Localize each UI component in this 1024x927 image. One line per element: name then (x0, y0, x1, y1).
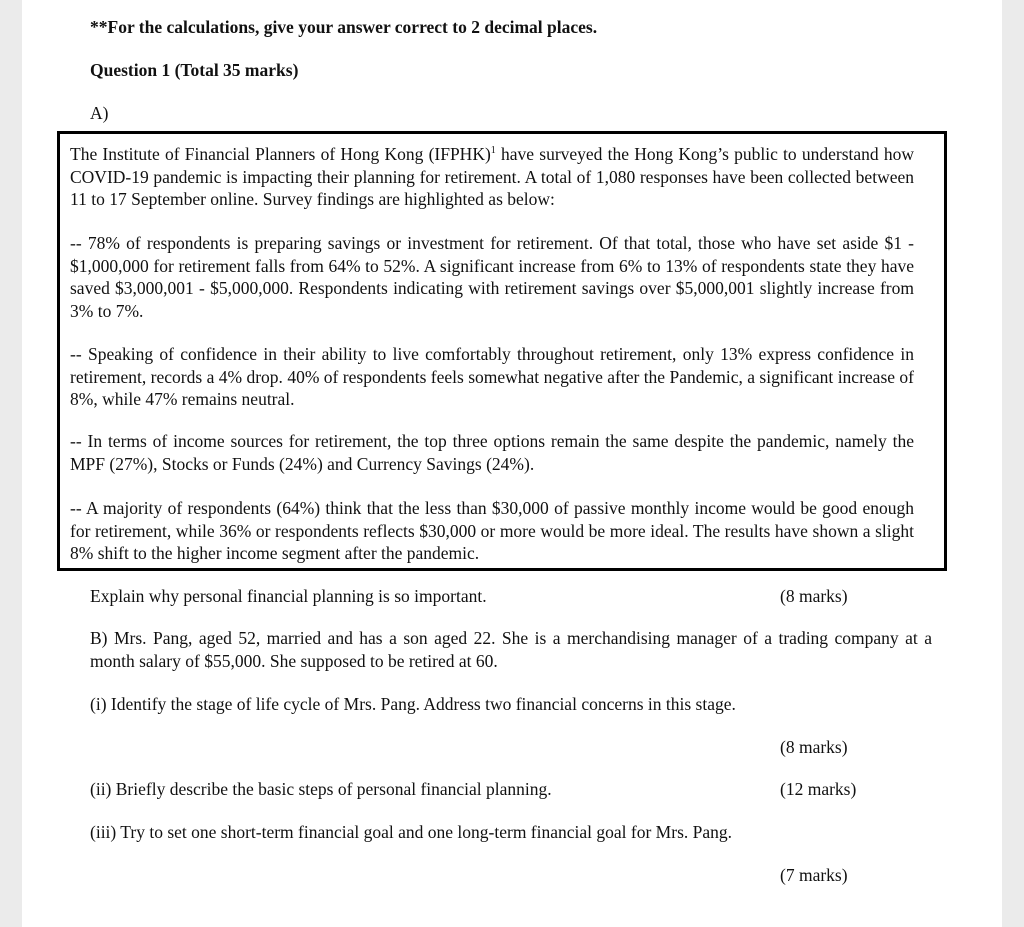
question-b-iii: (iii) Try to set one short-term financial goal and one long-term financial goal for Mrs. Pang. (90, 822, 733, 842)
part-b-intro: B) Mrs. Pang, aged 52, married and has a son aged 22. She is a merchandising manager of a trading company at a month salary of $55,000. She supposed to be retired at 60. (90, 628, 932, 671)
question-title: Question 1 (Total 35 marks) (90, 60, 299, 80)
survey-intro-paragraph (70, 143, 914, 211)
survey-intro-text: The Institute of Financial Planners of Hong Kong (IFPHK) (70, 144, 491, 164)
question-b-i-marks: (8 marks) (780, 737, 848, 757)
question-b-i: (i) Identify the stage of life cycle of Mrs. Pang. Address two financial concerns in this stage. (90, 694, 736, 714)
part-a-question: Explain why personal financial planning is so important. (90, 586, 487, 606)
part-a-marks: (8 marks) (780, 586, 848, 606)
question-b-ii-marks: (12 marks) (780, 779, 857, 799)
savings-finding-paragraph: -- 78% of respondents is preparing savings or investment for retirement. Of that total, those who have set aside $1 - $1,000,000 for retirement falls from 64% to 52%. A significant increase from 6% to 13% of respondents state they have saved $3,000,001 - $5,000,000. Respondents indicating with retirement savings over $5,000,001 slightly increase from 3% to 7%. (70, 233, 914, 321)
question-b-iii-marks: (7 marks) (780, 865, 848, 885)
survey-findings-box (57, 131, 947, 571)
part-a-label: A) (90, 103, 109, 123)
confidence-finding-paragraph: -- Speaking of confidence in their ability to live comfortably throughout retirement, only 13% express confidence in retirement, records a 4% drop. 40% of respondents feels somewhat negative after the Pandemic, a significant increase of 8%, while 47% remains neutral. (70, 344, 914, 409)
income-sources-paragraph: -- In terms of income sources for retirement, the top three options remain the same despite the pandemic, namely the MPF (27%), Stocks or Funds (24%) and Currency Savings (24%). (70, 431, 914, 474)
footnote-marker: 1 (490, 145, 496, 157)
calculation-instruction: **For the calculations, give your answer correct to 2 decimal places. (90, 17, 598, 37)
question-b-ii: (ii) Briefly describe the basic steps of personal financial planning. (90, 779, 552, 799)
survey-intro-text-continued: have surveyed the Hong Kong’s public to understand how COVID-19 pandemic is impacting their planning for retirement. A total of 1,080 responses have been collected between 11 to 17 September online. Survey findings are highlighted as below: (70, 144, 915, 209)
monthly-income-paragraph: -- A majority of respondents (64%) think that the less than $30,000 of passive monthly income would be good enough for retirement, while 36% or respondents reflects $30,000 or more would be more ideal. The results have shown a slight 8% shift to the higher income segment after the pandemic. (70, 498, 914, 563)
